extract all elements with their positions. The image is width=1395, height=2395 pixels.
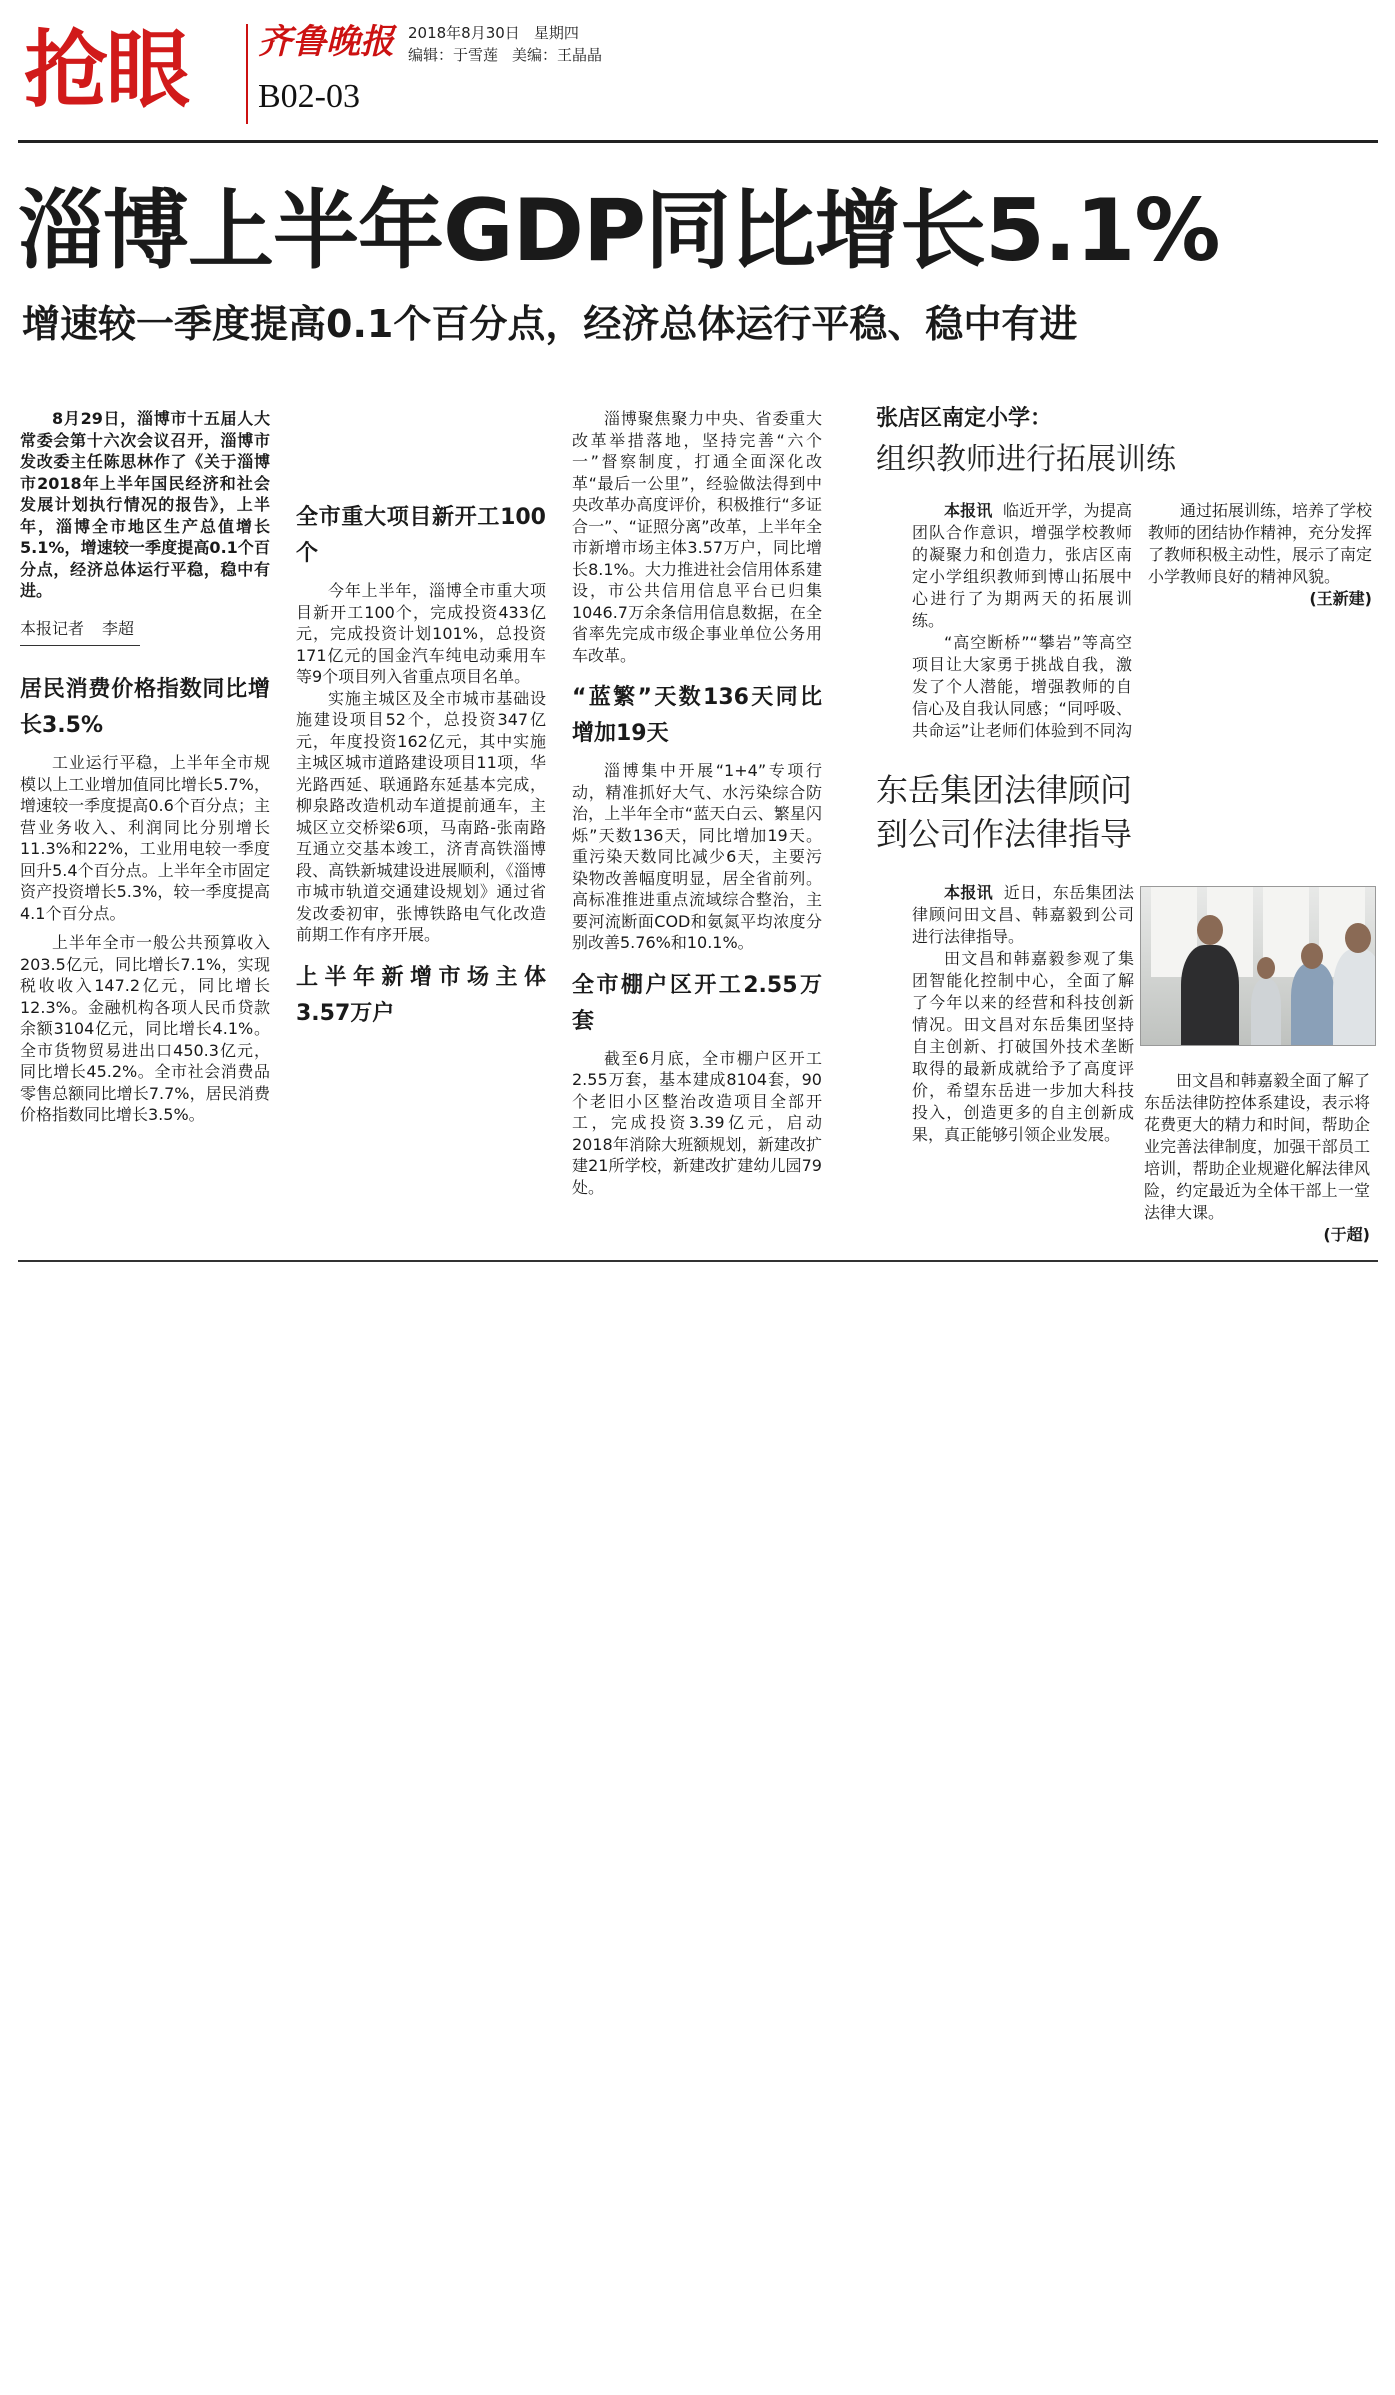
main-subhead: 增速较一季度提高0.1个百分点，经济总体运行平稳、稳中有进 (22, 302, 1078, 346)
brief-title-line-2: 到公司作法律指导 (876, 815, 1133, 853)
issue-date: 2018年8月30日 (408, 24, 520, 42)
news-brief-nanding (876, 404, 1376, 774)
brief-column-right: 通过拓展训练，培养了学校教师的团结协作精神，充分发挥了教师积极主动性，展示了南定小学教师良好的精神风貌。 (王新建) (1148, 501, 1373, 608)
section-heading-bluesky: “蓝繁”天数136天同比增加19天 (572, 685, 822, 746)
page-bottom-rule (18, 1260, 1378, 1262)
main-headline: 淄博上半年GDP同比增长5.1% (18, 181, 1220, 281)
newspaper-logo: 齐鲁晚报 (258, 22, 394, 62)
article-column-2 (296, 408, 546, 1258)
lead-paragraph: 8月29日，淄博市十五届人大常委会第十六次会议召开，淄博市发改委主任陈思林作了《关于淄博市2018年上半年国民经济和社会发展计划执行情况的报告》，上半年，淄博全市地区生产总值增长5.1%，增速较一季度提高0.1个百分点，经济总体运行平稳，稳中有进。 (20, 409, 270, 600)
brief-kicker: 张店区南定小学： (876, 406, 1053, 431)
byline: 本报记者 李超 (20, 618, 140, 647)
brief-column-left: 本报讯 近日，东岳集团法律顾问田文昌、韩嘉毅到公司进行法律指导。 田文昌和韩嘉毅参观了集团智能化控制中心，全面了解了今年以来的经营和科技创新情况。田文昌对东岳集团坚持自主创新、打破国外技术垄断取得的最新成就给予了高度评价，希望东岳进一步加大科技投入，创造更多的自主创新成果，真正能够引领企业发展。 (912, 883, 1134, 1144)
news-photo (1140, 886, 1376, 1046)
brief-title: 组织教师进行拓展训练 (876, 442, 1176, 477)
section-heading-projects: 全市重大项目新开工100个 (296, 505, 546, 566)
brief-column-right: 田文昌和韩嘉毅全面了解了东岳法律防控体系建设，表示将花费更大的精力和时间，帮助企业完善法律制度，加强干部员工培训，帮助企业规避化解法律风险，约定最近为全体干部上一堂法律大课。 (于超) (1144, 1071, 1370, 1244)
brief-column-left: 本报讯 临近开学，为提高团队合作意识，增强学校教师的凝聚力和创造力，张店区南定小学组织教师到博山拓展中心进行了为期两天的拓展训练。 “高空断桥”“攀岩”等高空项目让大家勇于挑战自我，激发了个人潜能，增强教师的自信心及自我认同感；“同呼吸、共命运”让老师们体验到不同沟 (912, 501, 1132, 740)
article-paragraph: 实施主城区及全市城市基础设施建设项目52个，总投资347亿元，年度投资162亿元，其中实施主城区城市道路建设项目11项，华光路西延、联通路东延基本完成，柳泉路改造机动车道提前通车，主城区立交桥梁6项，马南路-张南路互通立交基本竣工，济青高铁淄博段、高铁新城建设进展顺利，《淄博市城市轨道交通建设规划》通过省发改委初审，张博铁路电气化改造前期工作有序开展。 (296, 688, 546, 944)
brief-tag: 本报讯 (944, 501, 993, 520)
section-heading-market: 上半年新增市场主体3.57万户 (296, 964, 546, 1026)
section-heading-cpi: 居民消费价格指数同比增长3.5% (20, 677, 270, 738)
section-heading-housing: 全市棚户区开工2.55万套 (572, 972, 822, 1034)
brief-signature: (于超) (1323, 1225, 1370, 1244)
article-paragraph: 淄博聚焦聚力中央、省委重大改革举措落地，坚持完善“六个一”督察制度，打通全面深化改革“最后一公里”，经验做法得到中央改革办高度评价，积极推行“多证合一”、“证照分离”改革，上半年全市新增市场主体3.57万户，同比增长8.1%。大力推进社会信用体系建设，市公共信用信息平台已归集1046.7万余条信用信息数据，在全省率先完成市级企事业单位公务用车改革。 (572, 409, 822, 665)
issue-meta (408, 22, 616, 66)
designer-credit: 美编：王晶晶 (512, 46, 603, 64)
editor-credit: 编辑：于雪莲 (408, 46, 499, 64)
page-code: B02-03 (258, 78, 360, 115)
article-paragraph: 截至6月底，全市棚户区开工2.55万套，基本建成8104套，90个老旧小区整治改造项目全部开工，完成投资3.39亿元，启动2018年消除大班额规划，新建改扩建21所学校，新建改扩建幼儿园79处。 (572, 1048, 822, 1197)
section-name: 抢眼 (24, 20, 189, 119)
masthead-rule (18, 140, 1378, 143)
article-column-1 (20, 408, 270, 1258)
article-paragraph: 上半年全市一般公共预算收入203.5亿元，同比增长7.1%，实现税收收入147.2亿元，同比增长12.3%。金融机构各项人民币贷款余额3104亿元，同比增长4.1%。全市货物贸易进出口450.3亿元，同比增长45.2%。全市社会消费品零售总额同比增长7.7%，居民消费价格指数同比增长3.5%。 (20, 933, 270, 1124)
article-paragraph: 今年上半年，淄博全市重大项目新开工100个，完成投资433亿元，完成投资计划101%，总投资171亿元的国金汽车纯电动乘用车等9个项目列入省重点项目名单。 (296, 581, 546, 686)
article-column-3 (572, 408, 822, 1258)
brief-signature: (王新建) (1309, 589, 1372, 608)
article-paragraph: 淄博集中开展“1+4”专项行动，精准抓好大气、水污染综合防治，上半年全市“蓝天白云、繁星闪烁”天数136天，同比增加19天。重污染天数同比减少6天，主要污染物改善幅度明显，居全省前列。高标准推进重点流域综合整治，主要河流断面COD和氨氮平均浓度分别改善5.76%和10.1%。 (572, 761, 822, 952)
article-paragraph: 工业运行平稳，上半年全市规模以上工业增加值同比增长5.7%，增速较一季度提高0.6个百分点；主营业务收入、利润同比分别增长11.3%和22%，工业用电较一季度回升5.4个百分点。上半年全市固定资产投资增长5.3%，较一季度提高4.1个百分点。 (20, 753, 270, 923)
issue-weekday: 星期四 (533, 24, 579, 42)
brief-tag: 本报讯 (944, 883, 993, 902)
masthead-divider (246, 24, 248, 124)
masthead (18, 14, 1378, 132)
brief-title-line-1: 东岳集团法律顾问 (876, 771, 1133, 809)
